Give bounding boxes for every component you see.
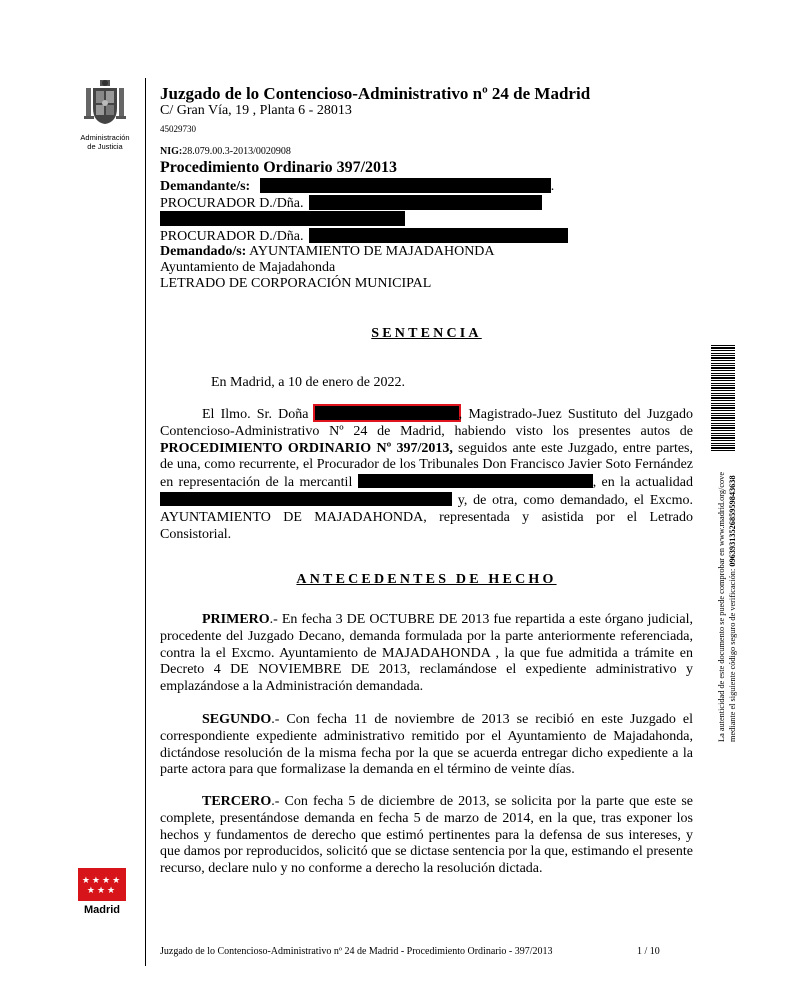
court-code: 45029730 <box>160 124 196 134</box>
primero-label: PRIMERO <box>202 612 270 627</box>
defendant-line-2: Ayuntamiento de Majadahonda <box>160 260 336 275</box>
segundo-label: SEGUNDO <box>202 712 272 727</box>
court-address: C/ Gran Vía, 19 , Planta 6 - 28013 <box>160 103 352 118</box>
primero-text: .- En fecha 3 DE OCTUBRE DE 2013 fue repartida a este órgano judicial, procedente del Juzgado Decano, demanda formulada por la parte anteriormente referenciada, contra la el Excmo. Ayuntamiento de MAJADAHONDA , la que fue admitida a trámite en Decreto 4 DE NOVIEMBRE DE 2013, reclamándose el expediente administrativo y emplazándose a la Administración demandada. <box>160 612 693 695</box>
procedure-title: Procedimiento Ordinario 397/2013 <box>160 159 398 176</box>
procurador-label: PROCURADOR D./Dña. <box>160 196 304 211</box>
plaintiff-suffix: . <box>550 179 555 194</box>
tercero-text: .- Con fecha 5 de diciembre de 2013, se solicita por la parte que este se complete, presentándose demanda en fecha 5 de marzo de 2014, en la que, tras exponer los hechos y fundamentos de derecho que estimó pertinentes para la defensa de sus intereses, y que damos por reproducidos, solicitó que se dictase sentencia por la que, estimando el presente recurso, declare nulo y no conforme a derecho la resolución dictada. <box>160 794 693 877</box>
intro-procedure-bold: PROCEDIMIENTO ORDINARIO Nº 397/2013, <box>160 440 453 456</box>
defendant-line-3: LETRADO DE CORPORACIÓN MUNICIPAL <box>160 276 432 291</box>
madrid-caption: Madrid <box>83 904 121 916</box>
nig-value: 28.079.00.3-2013/0020908 <box>182 146 291 157</box>
sentencia-heading: SENTENCIA <box>371 326 482 341</box>
intro-paragraph <box>160 406 693 543</box>
verification-text <box>716 442 738 742</box>
administracion-justicia-logo <box>72 78 138 151</box>
redacted-line <box>160 211 405 228</box>
defendant-label: Demandado/s: <box>160 244 247 259</box>
barcode <box>711 345 735 453</box>
plaintiff-line <box>160 178 554 195</box>
verification-code: 0963931352685959843638 <box>728 475 737 567</box>
tercero-label: TERCERO <box>202 794 272 809</box>
redaction-block <box>160 492 452 506</box>
nig-line <box>160 146 291 157</box>
paragraph-primero <box>160 612 693 696</box>
nig-label: NIG: <box>160 146 183 157</box>
page-number: 1 / 10 <box>637 946 660 957</box>
procurador-line-1 <box>160 195 542 212</box>
antecedentes-heading: ANTECEDENTES DE HECHO <box>296 572 557 587</box>
intro-part4: , en la actualidad <box>592 475 694 491</box>
verification-line1: La autenticidad de este documento se puede comprobar en www.madrid.org/cove <box>717 471 726 742</box>
redaction-block <box>309 195 542 210</box>
margin-rule <box>145 78 146 966</box>
segundo-text: .- Con fecha 11 de noviembre de 2013 se recibió en este Juzgado el correspondiente expediente administrativo remitido por el Ayuntamiento de Majadahonda, dictándose resolución de la misma fecha por la que se acuerda entregar dicho expediente a la parte actora para que formalizase la demanda en el término de veinte días. <box>160 712 693 778</box>
intro-part5: y, de otra, como demandado, el Excmo. AYUNTAMIENTO DE MAJADAHONDA, representada y asistida por el Letrado Consistorial. <box>160 492 694 542</box>
logo-caption-line2: de Justicia <box>87 142 123 151</box>
redaction-block <box>309 228 568 243</box>
intro-part2: , Magistrado-Juez Sustituto del Juzgado Contencioso-Administrativo Nº 24 de Madrid, habiendo visto los presentes autos de <box>160 407 694 439</box>
comunidad-madrid-logo <box>78 868 126 916</box>
redaction-block <box>260 178 551 193</box>
paragraph-tercero <box>160 794 693 878</box>
verification-line2-prefix: mediante el siguiente código seguro de verificación: <box>728 566 737 742</box>
redaction-block <box>160 211 405 226</box>
place-date: En Madrid, a 10 de enero de 2022. <box>211 375 405 390</box>
court-title: Juzgado de lo Contencioso-Administrativo nº 24 de Madrid <box>160 84 591 103</box>
paragraph-segundo <box>160 712 693 779</box>
madrid-flag-icon <box>78 868 126 901</box>
logo-caption-line1: Administración <box>80 133 130 142</box>
coat-of-arms-icon <box>82 78 128 126</box>
intro-part3: seguidos ante este Juzgado, entre partes, de una, como recurrente, el Procurador de los Tribunales Don Francisco Javier Soto Fernández en representación de la mercantil <box>160 440 693 491</box>
defendant-line <box>160 244 495 260</box>
madrid-stars-top: ★★★★ <box>81 874 123 885</box>
procurador-line-2 <box>160 228 568 245</box>
defendant-value: AYUNTAMIENTO DE MAJADAHONDA <box>249 244 495 259</box>
footer-text: Juzgado de lo Contencioso-Administrativo nº 24 de Madrid - Procedimiento Ordinario - 397/2013 <box>160 946 553 957</box>
plaintiff-label: Demandante/s: <box>160 179 251 194</box>
redaction-block <box>358 474 593 488</box>
highlighted-redaction-block <box>315 406 459 420</box>
madrid-stars-bottom: ★★★ <box>86 884 118 895</box>
procurador-label-2: PROCURADOR D./Dña. <box>160 229 304 244</box>
intro-part1: El Ilmo. Sr. Doña <box>202 407 309 422</box>
